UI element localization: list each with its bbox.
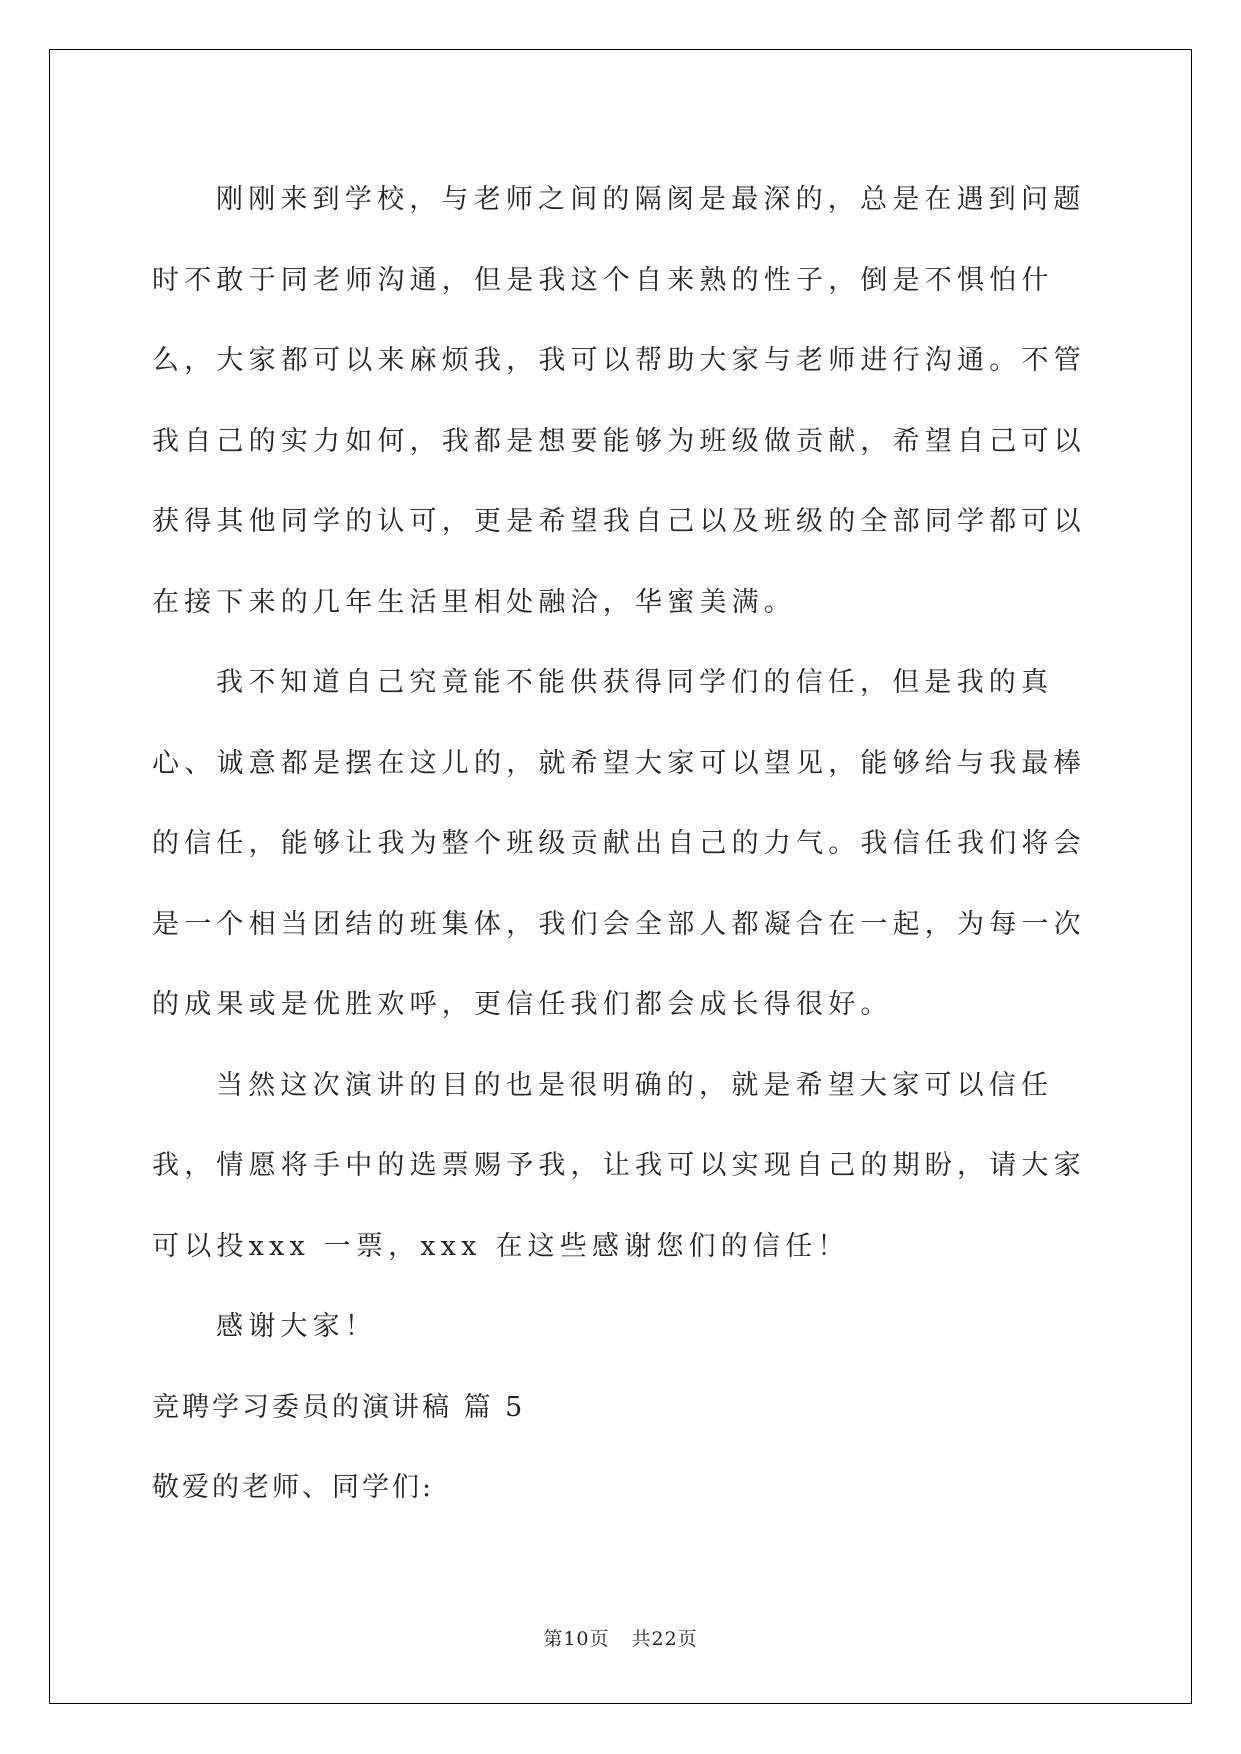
body-paragraph-2: 我不知道自己究竟能不能供获得同学们的信任，但是我的真心、诚意都是摆在这儿的，就希望大家可以望见，能够给与我最棒的信任，能够让我为整个班级贡献出自己的力气。我信任我们将会是一个相当团结的班集体，我们会全部人都凝合在一起，为每一次的成果或是优胜欢呼，更信任我们都会成长得很好。 [152, 667, 1086, 1020]
salutation: 敬爱的老师、同学们: [152, 1472, 435, 1503]
section-title: 竞聘学习委员的演讲稿 篇 5 [152, 1391, 526, 1423]
document-body [152, 160, 1097, 1529]
page-number: 第10页 [543, 1628, 610, 1650]
body-paragraph-4: 感谢大家！ [216, 1311, 377, 1342]
body-paragraph-3: 当然这次演讲的目的也是很明确的，就是希望大家可以信任我，情愿将手中的选票赐予我，让我可以实现自己的期盼，请大家可以投xxx 一票，xxx 在这些感谢您们的信任！ [152, 1069, 1086, 1262]
body-paragraph-1: 刚刚来到学校，与老师之间的隔阂是最深的，总是在遇到问题时不敢于同老师沟通，但是我这个自来熟的性子，倒是不惧怕什么，大家都可以来麻烦我，我可以帮助大家与老师进行沟通。不管我自己的实力如何，我都是想要能够为班级做贡献，希望自己可以获得其他同学的认可，更是希望我自己以及班级的全部同学都可以在接下来的几年生活里相处融洽，华蜜美满。 [152, 184, 1086, 618]
total-pages: 共22页 [631, 1628, 698, 1650]
page-footer [0, 1624, 1241, 1651]
